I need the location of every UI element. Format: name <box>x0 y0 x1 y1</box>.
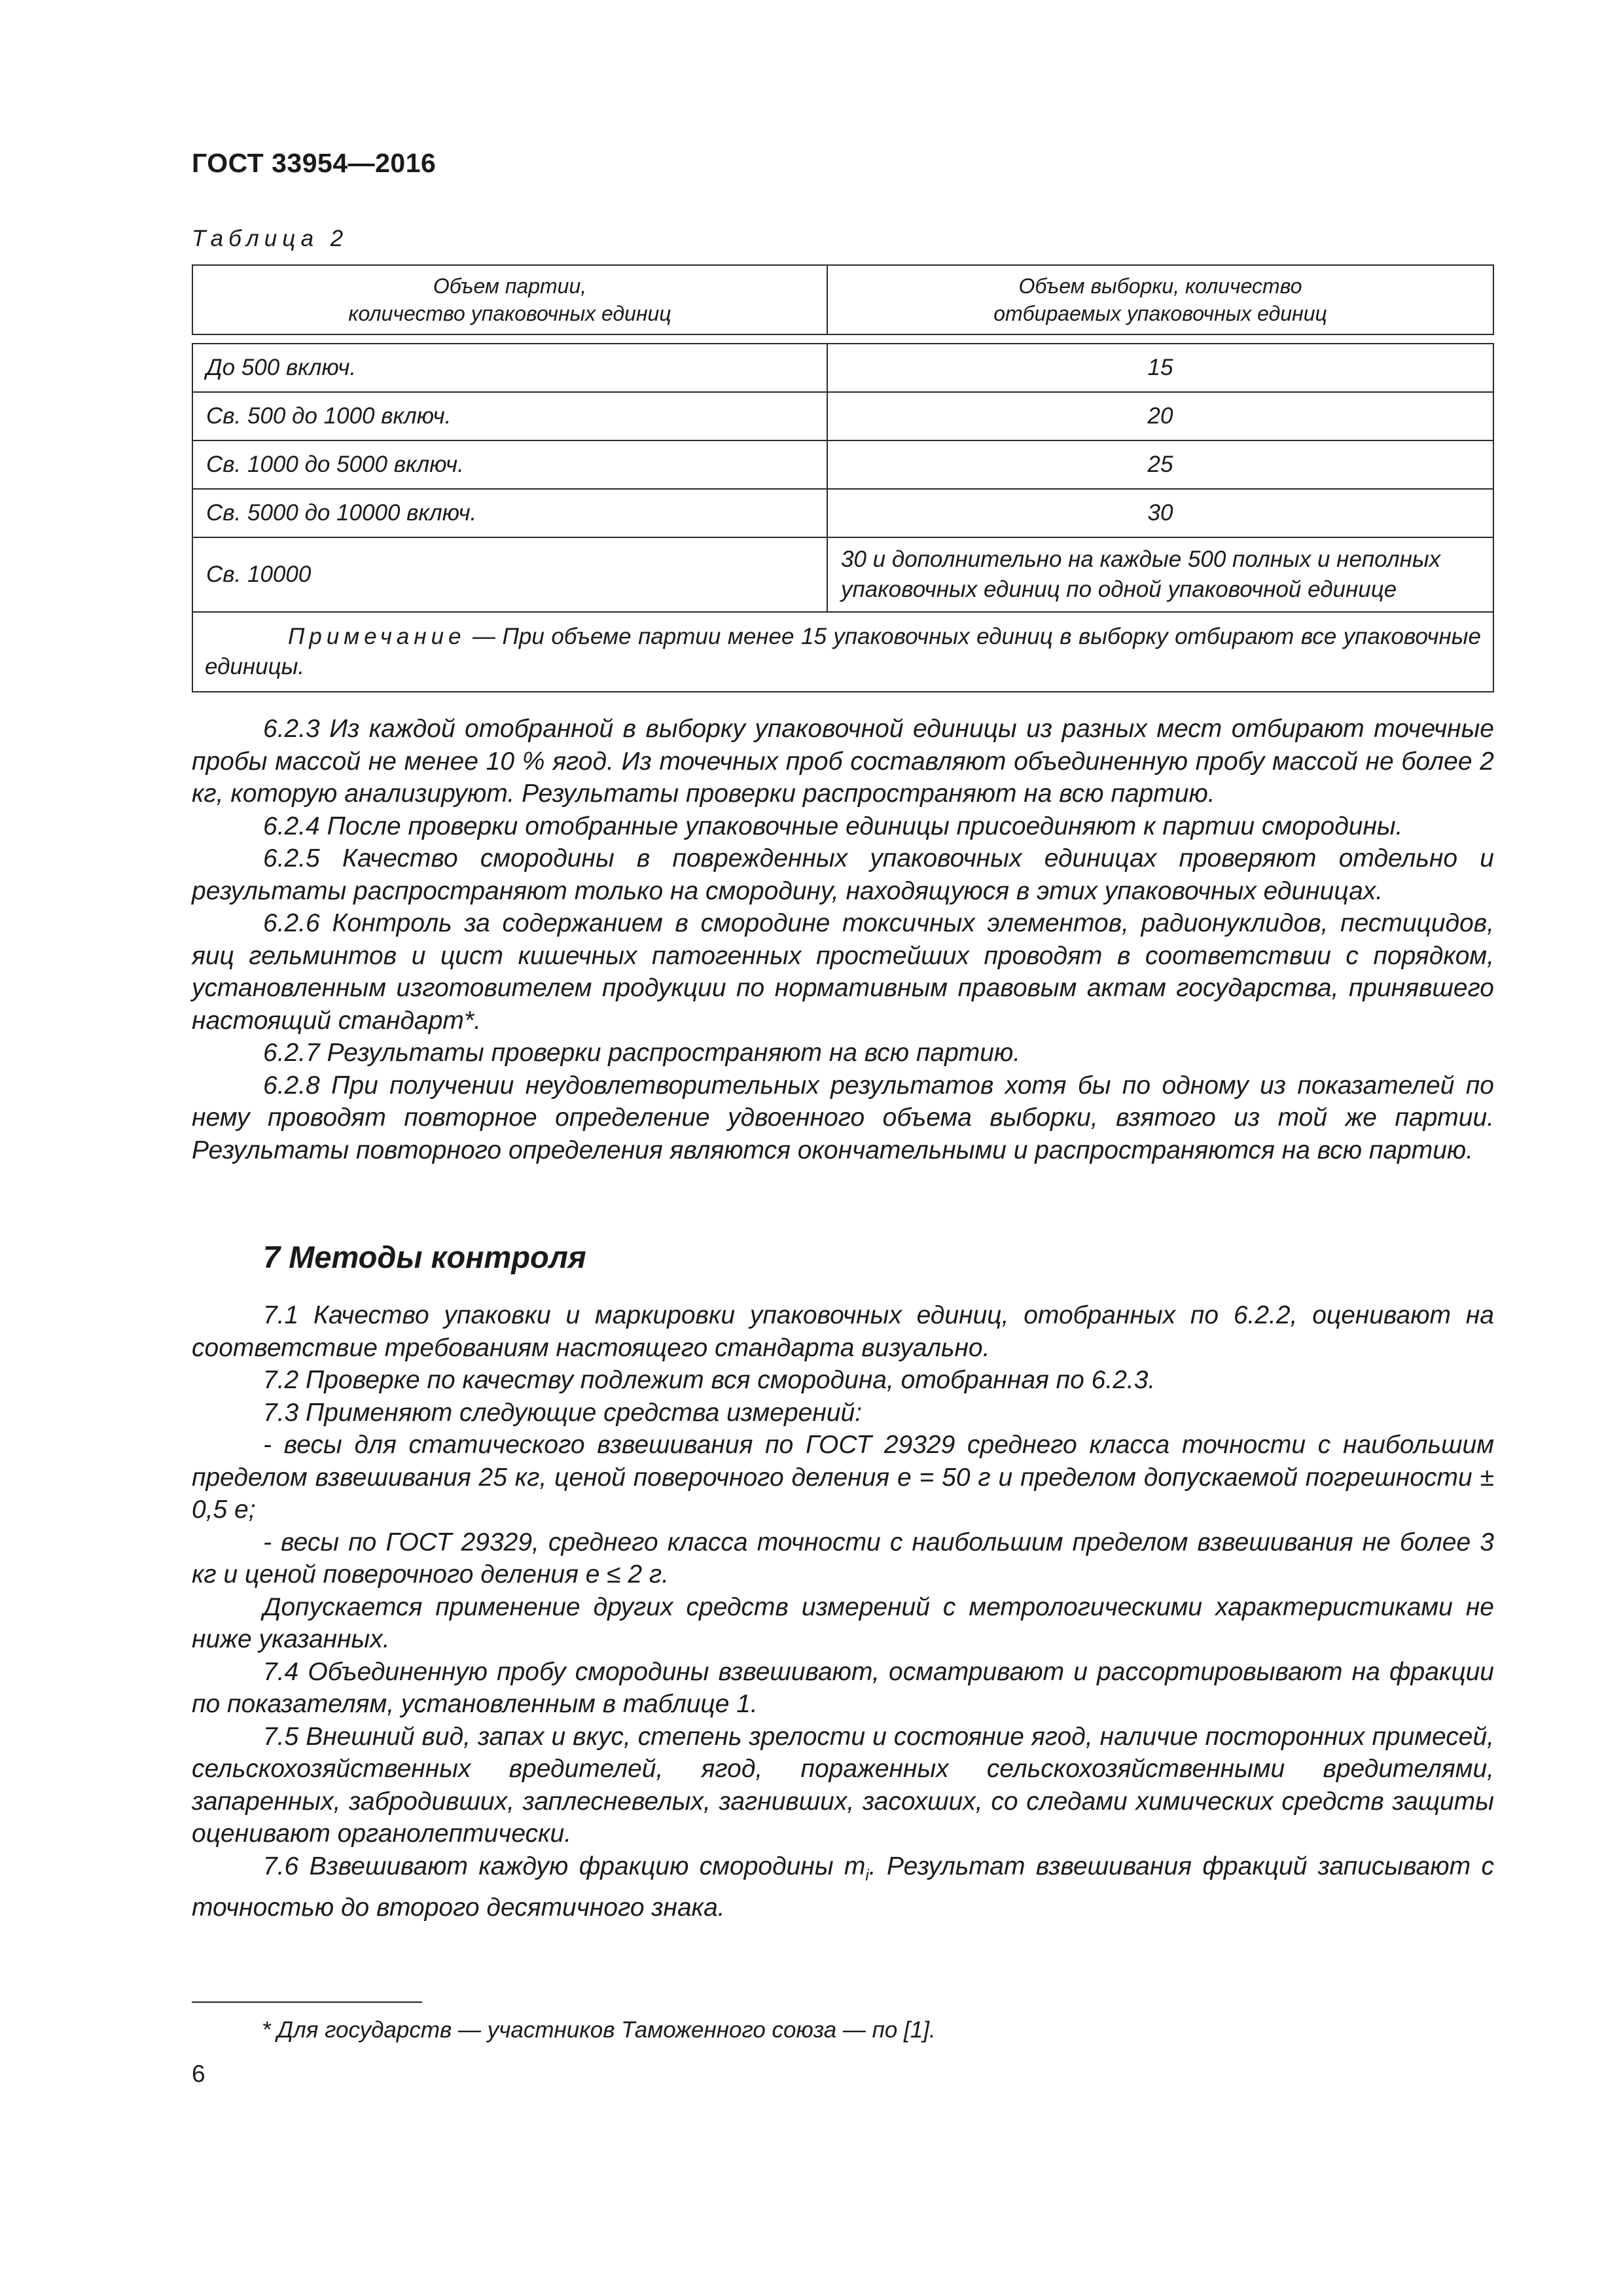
list-item: - весы для статического взвешивания по ГОСТ 29329 среднего класса точности с наибольшим пределом взвешивания 25 кг, ценой поверочного деления е = 50 г и пределом допускаемой погрешности ± 0,5 е; <box>192 1431 1494 1524</box>
column-header-lot-line1: Объем партии, <box>433 274 587 298</box>
column-header-lot-line2: количество упаковочных единиц <box>348 302 671 325</box>
p76-subscript: i <box>865 1866 869 1884</box>
sample-cell: 30 <box>827 489 1493 537</box>
table-caption: Таблица 2 <box>192 226 349 251</box>
table-row <box>192 537 1493 612</box>
table-row <box>192 344 1493 392</box>
section-7-text <box>192 1299 1494 1924</box>
paragraph: Допускается применение других средств измерений с метрологическими характеристиками не ниже указанных. <box>192 1592 1494 1653</box>
column-header-sample-line1: Объем выборки, количество <box>1018 274 1302 298</box>
sample-size-table <box>192 264 1494 692</box>
standard-header: ГОСТ 33954—2016 <box>192 148 437 178</box>
list-item: - весы по ГОСТ 29329, среднего класса точности с наибольшим пределом взвешивания не более 3 кг и ценой поверочного деления е ≤ 2 г. <box>192 1528 1494 1588</box>
p76-start: 7.6 Взвешивают каждую фракцию смородины m <box>263 1852 866 1880</box>
column-header-lot <box>192 265 827 334</box>
column-header-sample-line2: отбираемых упаковочных единиц <box>993 302 1327 325</box>
note-label: Примечание <box>288 624 466 649</box>
footnote-divider <box>192 2001 422 2003</box>
lot-cell: Св. 5000 до 10000 включ. <box>192 489 827 537</box>
sample-cell: 30 и дополнительно на каждые 500 полных и неполных упаковочных единиц по одной упаковочной единице <box>827 537 1493 612</box>
table-row <box>192 392 1493 440</box>
column-header-sample <box>827 265 1493 334</box>
lot-cell: До 500 включ. <box>192 344 827 392</box>
note-text: — При объеме партии менее 15 упаковочных единиц в выборку отбирают все упаковочные единицы. <box>205 624 1481 679</box>
clause-6-text <box>192 713 1494 1166</box>
p76-end: . Результат взвешивания фракций записывают с точностью до второго десятичного знака. <box>192 1852 1494 1922</box>
paragraph: 6.2.3 Из каждой отобранной в выборку упаковочной единицы из разных мест отбирают точечные пробы массой не менее 10 % ягод. Из точечных проб составляют объединенную пробу массой не более 2 кг, которую анализируют. Результаты проверки распространяют на всю партию. <box>192 715 1494 808</box>
sample-cell: 20 <box>827 392 1493 440</box>
paragraph: 6.2.7 Результаты проверки распространяют на всю партию. <box>263 1039 1021 1067</box>
sample-cell: 25 <box>827 440 1493 489</box>
paragraph: 6.2.6 Контроль за содержанием в смородине токсичных элементов, радионуклидов, пестицидов, яиц гельминтов и цист кишечных патогенных простейших проводят в соответствии с порядком, установленным изготовителем продукции по нормативным правовым актам государства, принявшего настоящий стандарт*. <box>192 909 1494 1035</box>
sample-cell: 15 <box>827 344 1493 392</box>
paragraph: 7.5 Внешний вид, запах и вкус, степень зрелости и состояние ягод, наличие посторонних примесей, сельскохозяйственных вредителей, ягод, пораженных сельскохозяйственными вредителями, запаренных, забродивших, заплесневелых, загнивших, засохших, со следами химических средств защиты оценивают органолептически. <box>192 1722 1494 1848</box>
paragraph: 7.3 Применяют следующие средства измерений: <box>263 1398 863 1427</box>
paragraph: 7.2 Проверке по качеству подлежит вся смородина, отобранная по 6.2.3. <box>263 1366 1156 1394</box>
page-number: 6 <box>192 2060 205 2087</box>
lot-cell: Св. 500 до 1000 включ. <box>192 392 827 440</box>
lot-cell: Св. 1000 до 5000 включ. <box>192 440 827 489</box>
footnote: * Для государств — участников Таможенного союза — по [1]. <box>262 2017 936 2043</box>
paragraph: 6.2.4 После проверки отобранные упаковочные единицы присоединяют к партии смородины. <box>263 812 1403 840</box>
lot-cell: Св. 10000 <box>192 537 827 612</box>
paragraph: 6.2.5 Качество смородины в поврежденных упаковочных единицах проверяют отдельно и результаты распространяют только на смородину, находящуюся в этих упаковочных единицах. <box>192 844 1494 905</box>
paragraph <box>192 1850 1494 1924</box>
paragraph: 7.1 Качество упаковки и маркировки упаковочных единиц, отобранных по 6.2.2, оценивают на соответствие требованиям настоящего стандарта визуально. <box>192 1301 1494 1362</box>
table-row <box>192 489 1493 537</box>
table-note <box>192 612 1493 692</box>
section-title: 7 Методы контроля <box>263 1240 586 1274</box>
table-header-row <box>192 265 1493 334</box>
table-separator <box>192 334 1493 344</box>
table-note-row <box>192 612 1493 692</box>
paragraph: 6.2.8 При получении неудовлетворительных результатов хотя бы по одному из показателей по нему проводят повторное определение удвоенного объема выборки, взятого из той же партии. Результаты повторного определения являются окончательными и распространяются на всю партию. <box>192 1071 1494 1164</box>
paragraph: 7.4 Объединенную пробу смородины взвешивают, осматривают и рассортировывают на фракции по показателям, установленным в таблице 1. <box>192 1657 1494 1718</box>
table-row <box>192 440 1493 489</box>
